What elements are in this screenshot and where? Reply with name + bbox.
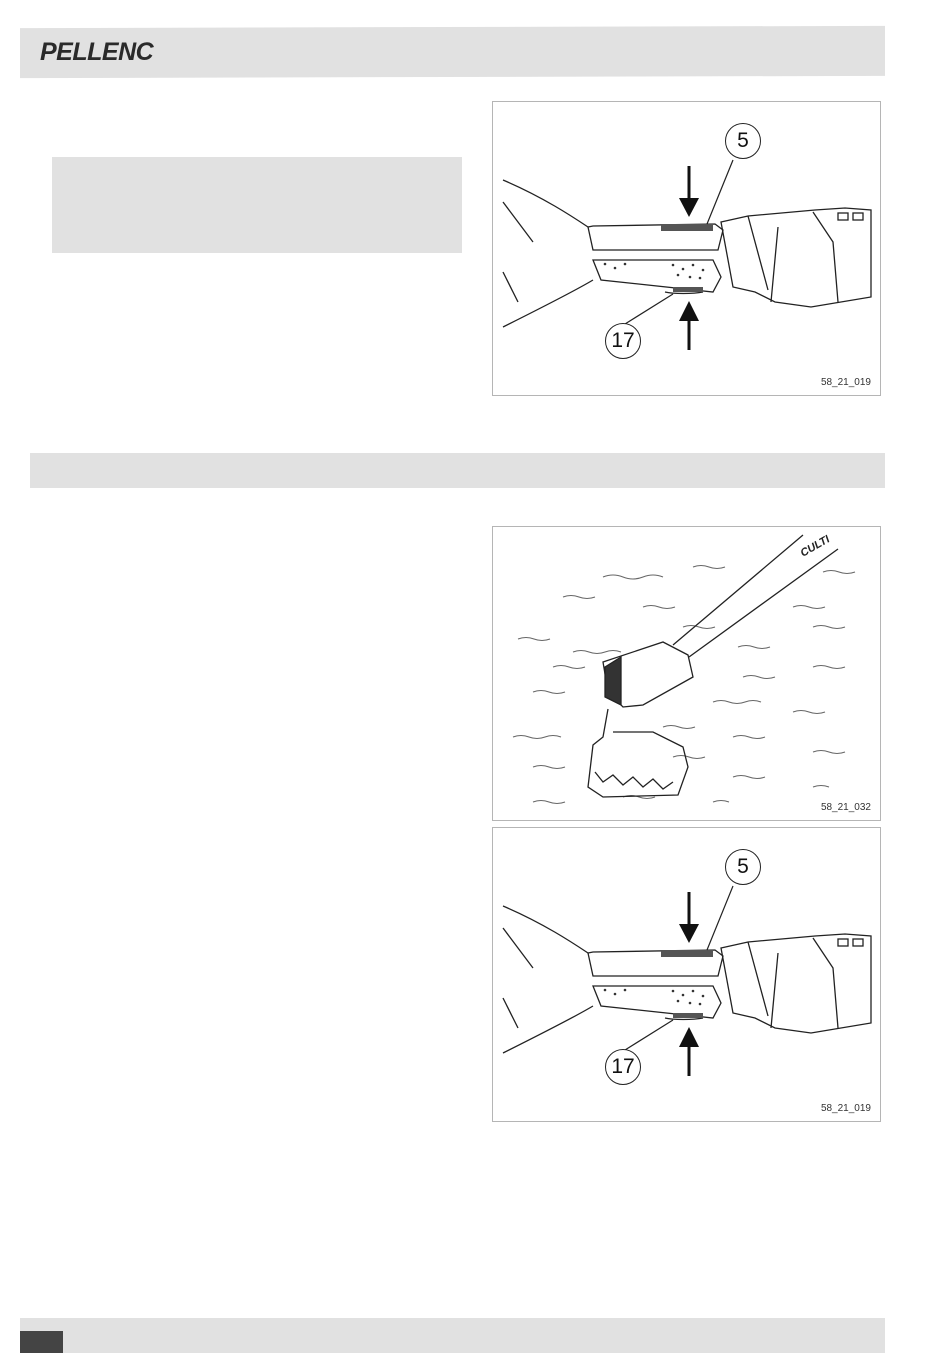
tool-handle-illustration bbox=[493, 828, 882, 1123]
pellenc-logo: PELLENC bbox=[40, 38, 154, 66]
figure-cultivator-soil bbox=[492, 526, 881, 821]
tool-handle-illustration bbox=[493, 102, 882, 397]
note-box bbox=[52, 157, 462, 253]
callout-5: 5 bbox=[725, 123, 761, 159]
figure-reference: 58_21_032 bbox=[820, 802, 871, 813]
section-band bbox=[30, 453, 885, 488]
figure-trigger-safety-2 bbox=[492, 827, 881, 1122]
tool-brand-mark: CULTI bbox=[798, 533, 832, 560]
callout-17: 17 bbox=[605, 1049, 641, 1085]
callout-5: 5 bbox=[725, 849, 761, 885]
cultivator-illustration bbox=[493, 527, 882, 822]
figure-reference: 58_21_019 bbox=[820, 377, 871, 388]
figure-trigger-safety-1 bbox=[492, 101, 881, 396]
footer-page-tab bbox=[20, 1331, 63, 1353]
figure-reference: 58_21_019 bbox=[820, 1103, 871, 1114]
footer-band bbox=[20, 1318, 885, 1353]
callout-17: 17 bbox=[605, 323, 641, 359]
